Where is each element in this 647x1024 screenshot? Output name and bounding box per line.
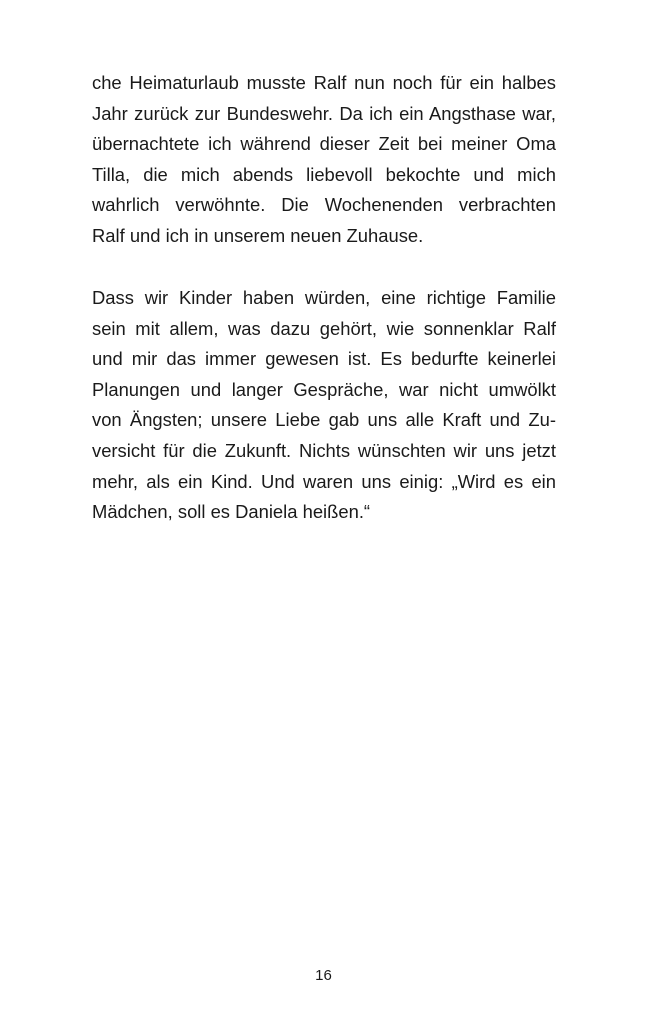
text-line: sein mit allem, was dazu gehört, wie sonnenklar Ralf [92, 317, 556, 339]
text-line: Dass wir Kinder haben würden, eine richtige Familie [92, 287, 556, 308]
text-line: und mir das immer gewesen ist. Es bedurfte keinerlei [92, 348, 556, 370]
text-line: versicht für die Zukunft. Nichts wünschten wir uns jetzt [92, 439, 556, 461]
text-line: Jahr zurück zur Bundeswehr. Da ich ein Angsthase war, [92, 102, 556, 124]
paragraph-2 [92, 283, 556, 528]
text-line: mehr, als ein Kind. Und waren uns einig: „Wird es ein [92, 470, 556, 492]
text-line: Mädchen, soll es Daniela heißen.“ [92, 501, 371, 523]
paragraph-1 [92, 68, 556, 252]
text-line: Ralf und ich in unserem neuen Zuhause. [92, 224, 424, 246]
page-number: 16 [315, 967, 332, 984]
text-line: che Heimaturlaub musste Ralf nun noch für ein halbes [92, 72, 556, 93]
text-line: übernachtete ich während dieser Zeit bei meiner Oma [92, 133, 556, 155]
text-line: Tilla, die mich abends liebevoll bekochte und mich [92, 163, 556, 185]
text-line: von Ängsten; unsere Liebe gab uns alle Kraft und Zu- [92, 409, 556, 431]
text-line: wahrlich verwöhnte. Die Wochenenden verbrachten [92, 194, 556, 216]
text-line: Planungen und langer Gespräche, war nicht umwölkt [92, 378, 556, 400]
